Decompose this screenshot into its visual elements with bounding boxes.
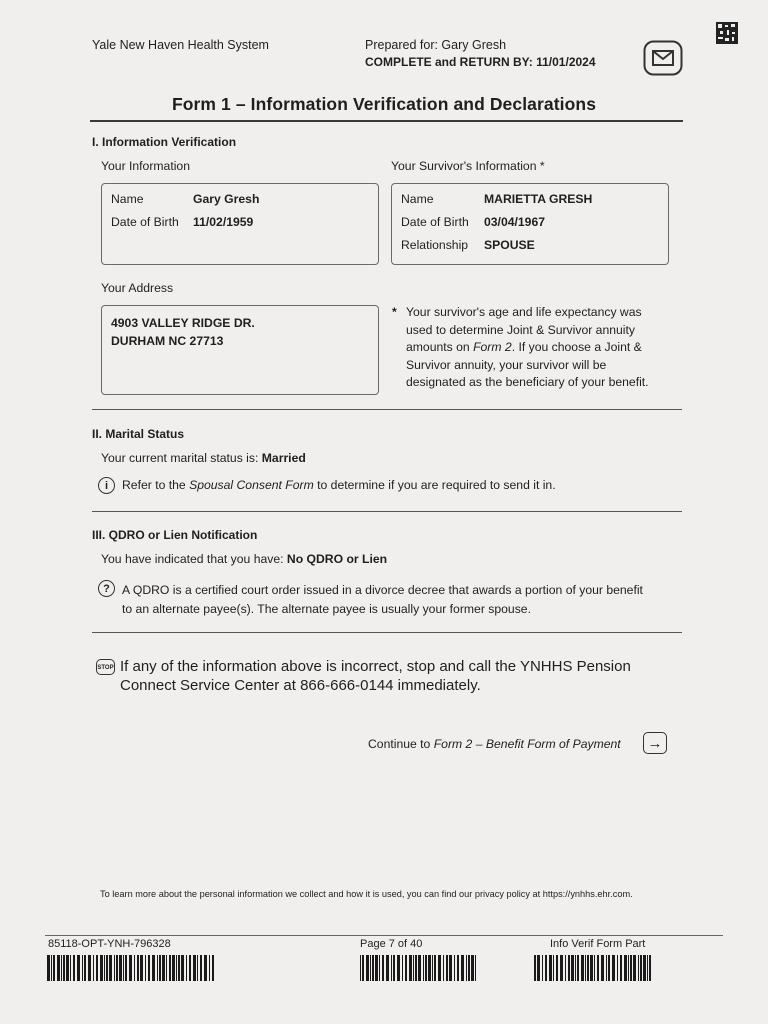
org-name: Yale New Haven Health System [92,38,269,52]
spousal-consent-note [122,478,556,492]
barcode-right [534,955,652,981]
name-label: Name [111,192,144,206]
section-3-heading: III. QDRO or Lien Notification [92,528,258,542]
footnote-asterisk: * [392,305,397,319]
qdro-line: to an alternate payee(s). The alternate payee is usually your former spouse. [122,602,531,616]
form-2-link[interactable]: Form 2 – Benefit Form of Payment [433,737,621,751]
footnote-line: designated as the beneficiary of your benefit. [406,375,649,389]
dob-label: Date of Birth [111,215,179,229]
section-divider [92,409,682,410]
footnote-line: Your survivor's age and life expectancy was [406,305,642,319]
section-2-heading: II. Marital Status [92,427,185,441]
continue-link[interactable] [368,737,621,751]
privacy-note: To learn more about the personal information we collect and how it is used, you can find our privacy policy at https://ynhhs.ehr.com. [100,889,633,899]
marital-status-value: Married [261,451,306,465]
qr-code-icon [716,22,738,44]
footnote-line [406,339,676,357]
survivor-info-box [391,183,669,265]
survivor-footnote [406,304,676,392]
qdro-status-value: No QDRO or Lien [286,552,388,566]
marital-status-text [101,451,306,465]
mail-icon [643,40,683,76]
survivor-name-value: MARIETTA GRESH [484,192,593,206]
note-text: to determine if you are required to send it in. [313,478,556,492]
return-by: COMPLETE and RETURN BY: 11/01/2024 [365,55,596,69]
page-number: Page 7 of 40 [360,938,423,950]
qdro-status-text [101,552,387,566]
your-name-value: Gary Gresh [193,192,260,206]
survivor-dob-value: 03/04/1967 [484,215,545,229]
marital-status-label: Your current marital status is: [101,451,262,465]
footnote-line: Survivor annuity, your survivor will be [406,357,607,372]
arrow-right-icon[interactable]: → [643,732,667,754]
spousal-consent-form-reference: Spousal Consent Form [189,478,314,492]
page-title: Form 1 – Information Verification and Declarations [171,94,597,114]
footnote-text: . If you choose a Joint & [511,340,642,354]
form-part: Info Verif Form Part [550,938,646,950]
relationship-value: SPOUSE [484,238,535,252]
section-divider [92,511,682,512]
address-line-2: DURHAM NC 27713 [111,334,224,348]
barcode-center [360,955,478,981]
section-1-heading: I. Information Verification [92,135,237,149]
survivor-name-label: Name [401,192,434,206]
barcode-left [47,955,214,981]
info-icon: i [98,477,115,494]
stop-notice-line: Connect Service Center at 866-666-0144 immediately. [120,677,481,694]
address-box [101,305,379,395]
stop-notice-line: If any of the information above is incorrect, stop and call the YNHHS Pension [120,658,631,675]
qdro-line: A QDRO is a certified court order issued in a divorce decree that awards a portion of your benefit [122,583,643,597]
qdro-explanation [122,581,643,619]
help-icon: ? [98,580,115,597]
address-label: Your Address [101,281,174,295]
footnote-text: amounts on [406,340,474,354]
your-info-box [101,183,379,265]
address-line-1: 4903 VALLEY RIDGE DR. [111,316,255,330]
document-id: 85118-OPT-YNH-796328 [48,938,171,950]
stop-sign-icon: STOP [96,659,115,675]
qdro-status-label: You have indicated that you have: [101,552,287,566]
relationship-label: Relationship [401,238,469,252]
prepared-for: Prepared for: Gary Gresh [365,38,507,52]
survivor-information-label: Your Survivor's Information * [391,159,545,173]
note-text: Refer to the [122,478,190,492]
footer-divider [45,935,723,936]
continue-text: Continue to [368,737,434,751]
title-divider [90,120,683,122]
your-information-label: Your Information [101,159,190,173]
stop-notice [120,657,631,695]
form-2-reference: Form 2 [473,340,512,354]
survivor-dob-label: Date of Birth [401,215,469,229]
your-dob-value: 11/02/1959 [193,215,254,229]
section-divider [92,632,682,633]
footnote-line: used to determine Joint & Survivor annuity [406,322,635,337]
